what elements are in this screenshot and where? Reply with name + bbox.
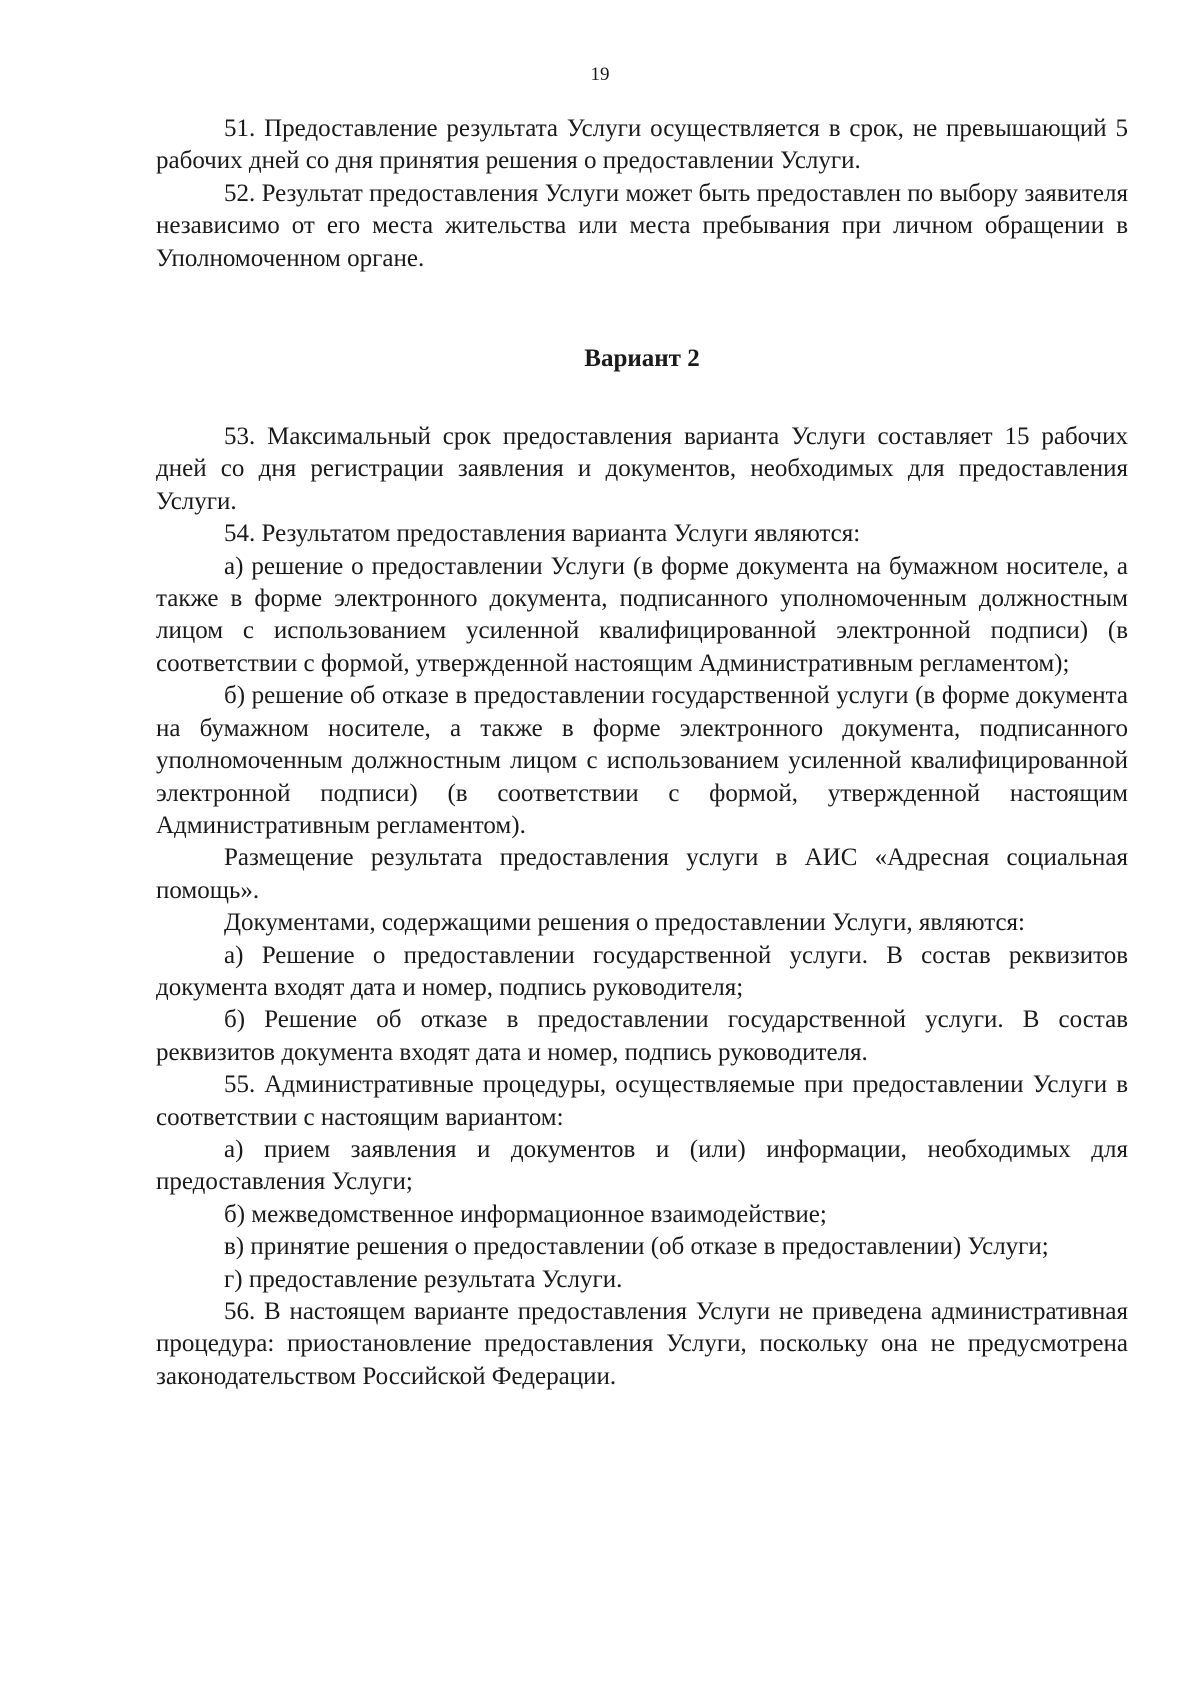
- paragraph-54-b: б) решение об отказе в предоставлении государственной услуги (в форме документа на бумажном носителе, а также в форме электронного документа, подписанного уполномоченным должностным лицом с использованием усиленной квалифицированной электронной подписи) (в соответствии с формой, утвержденной настоящим Административным регламентом).: [156, 682, 1128, 839]
- section-heading: Вариант 2: [584, 345, 700, 373]
- paragraph-51: 51. Предоставление результата Услуги осуществляется в срок, не превышающий 5 рабочих дней со дня принятия решения о предоставлении Услуги.: [156, 115, 1128, 175]
- paragraph-55-v: в) принятие решения о предоставлении (об отказе в предоставлении) Услуги;: [224, 1233, 1049, 1261]
- paragraph-55: 55. Административные процедуры, осуществляемые при предоставлении Услуги в соответствии с настоящим вариантом:: [156, 1071, 1128, 1131]
- paragraph-52: 52. Результат предоставления Услуги может быть предоставлен по выбору заявителя независимо от его места жительства или места пребывания при личном обращении в Уполномоченном органе.: [156, 179, 1128, 272]
- paragraph-53: 53. Максимальный срок предоставления варианта Услуги составляет 15 рабочих дней со дня регистрации заявления и документов, необходимых для предоставления Услуги.: [156, 423, 1128, 515]
- paragraph-documents-a: а) Решение о предоставлении государственной услуги. В состав реквизитов документа входят дата и номер, подпись руководителя;: [156, 941, 1128, 1001]
- paragraph-55-b: б) межведомственное информационное взаимодействие;: [224, 1200, 827, 1228]
- page-number: 19: [590, 64, 610, 85]
- paragraph-54: 54. Результатом предоставления варианта Услуги являются:: [224, 520, 861, 548]
- paragraph-55-g: г) предоставление результата Услуги.: [224, 1265, 623, 1293]
- paragraph-documents: Документами, содержащими решения о предоставлении Услуги, являются:: [224, 909, 1025, 937]
- paragraph-documents-b: б) Решение об отказе в предоставлении государственной услуги. В состав реквизитов документа входят дата и номер, подпись руководителя.: [156, 1006, 1128, 1066]
- paragraph-55-a: а) прием заявления и документов и (или) информации, необходимых для предоставления Услуги;: [156, 1135, 1128, 1196]
- paragraph-56: 56. В настоящем варианте предоставления Услуги не приведена административная процедура: приостановление предоставления Услуги, поскольку она не предусмотрена законодательством Российской Федерации.: [156, 1298, 1128, 1390]
- document-body: [156, 113, 1128, 1393]
- paragraph-54-a: а) решение о предоставлении Услуги (в форме документа на бумажном носителе, а также в форме электронного документа, подписанного уполномоченным должностным лицом с использованием усиленной квалифицированной электронной подписи) (в соответствии с формой, утвержденной настоящим Административным регламентом);: [156, 552, 1128, 677]
- paragraph-placement: Размещение результата предоставления услуги в АИС «Адресная социальная помощь».: [156, 844, 1128, 904]
